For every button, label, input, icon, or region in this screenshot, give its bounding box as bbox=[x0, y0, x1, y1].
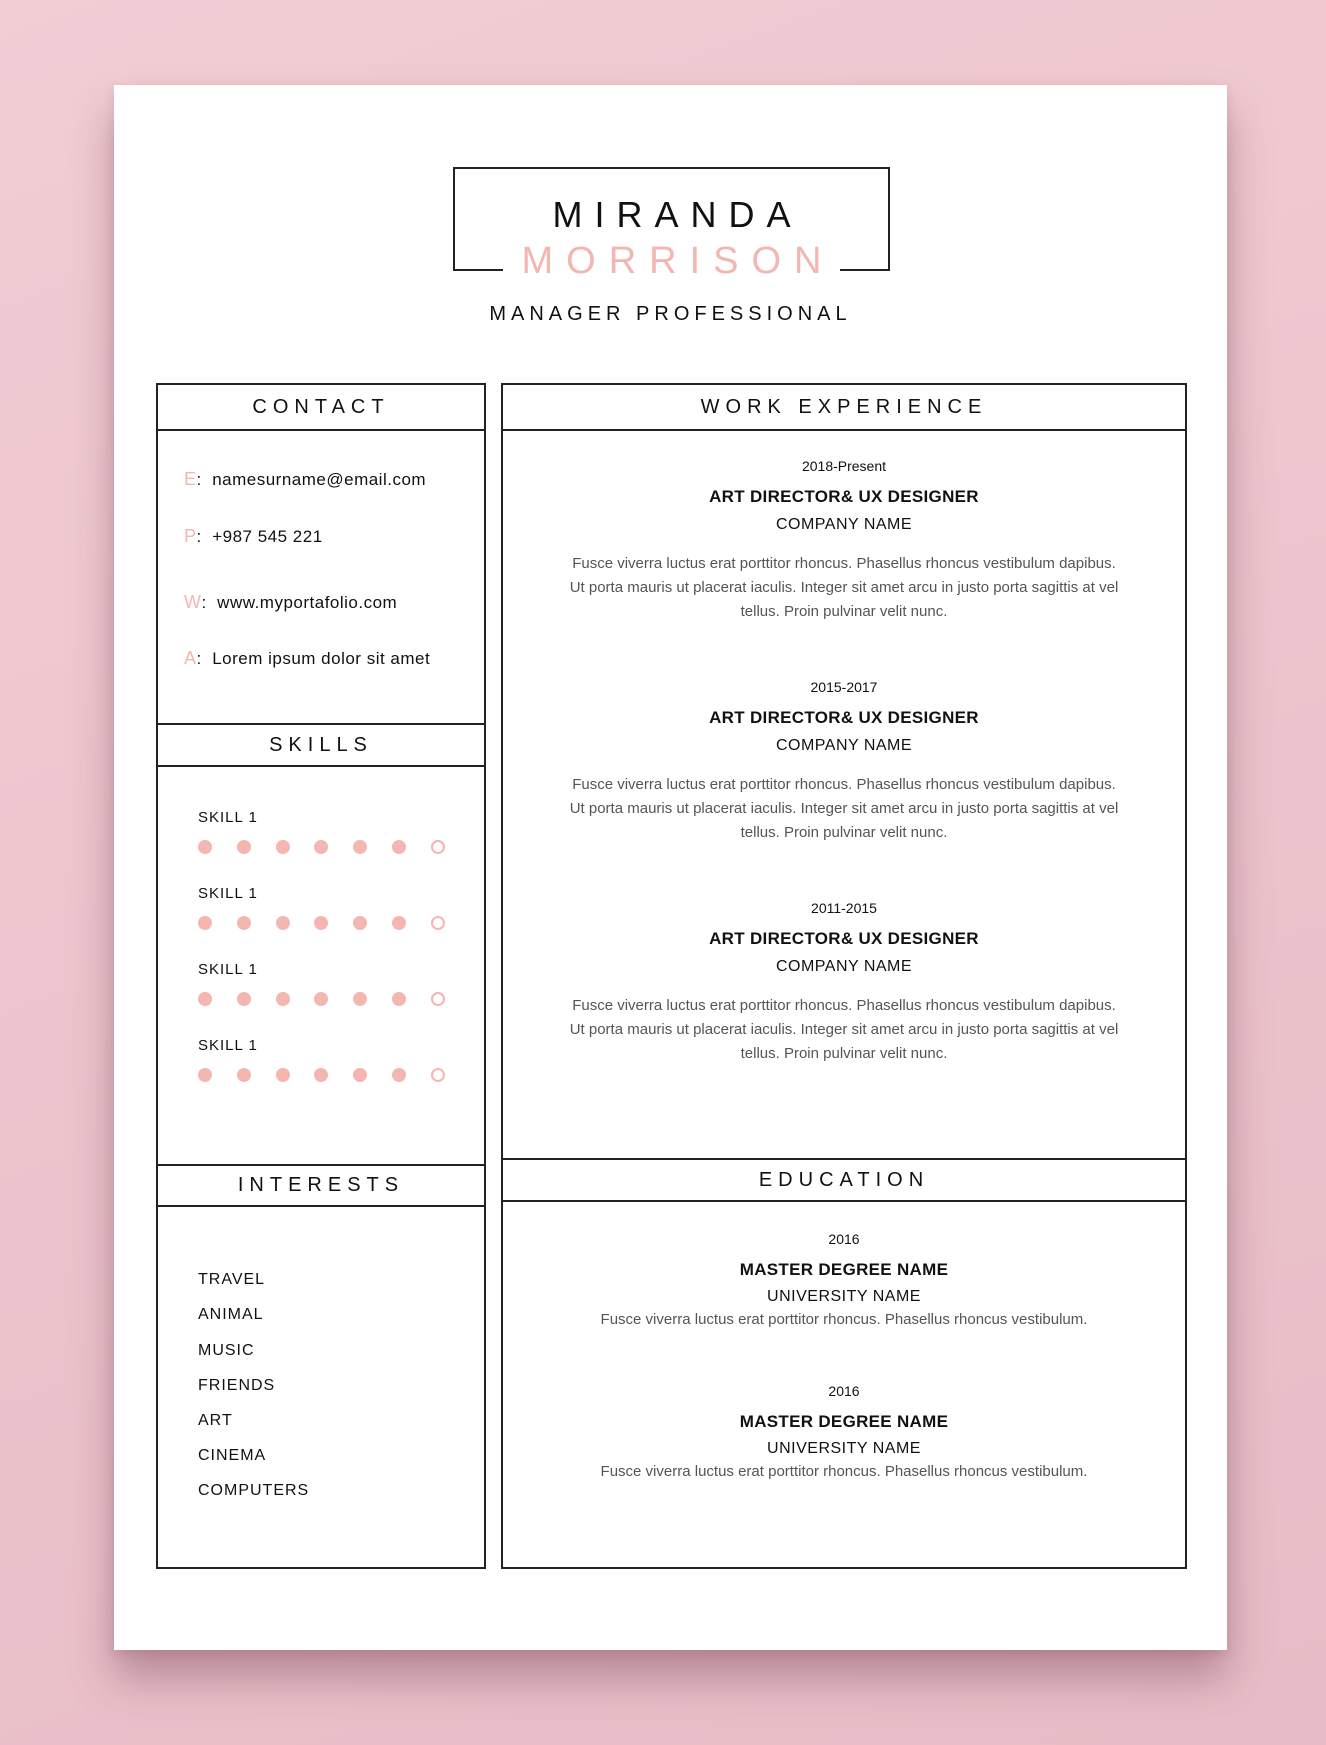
skill-row bbox=[198, 885, 258, 902]
education-entry bbox=[503, 1231, 1185, 1332]
skill-name: SKILL 1 bbox=[198, 961, 258, 978]
skill-name: SKILL 1 bbox=[198, 1037, 258, 1054]
skill-dot-filled bbox=[314, 1068, 328, 1082]
contact-phone: P: +987 545 221 bbox=[184, 526, 323, 546]
skill-name: SKILL 1 bbox=[198, 809, 258, 826]
skill-dot-empty bbox=[431, 916, 445, 930]
skill-dot-filled bbox=[237, 1068, 251, 1082]
skill-dot-filled bbox=[314, 992, 328, 1006]
skill-dot-empty bbox=[431, 992, 445, 1006]
work-date: 2018-Present bbox=[801, 458, 887, 474]
education-school: UNIVERSITY NAME bbox=[767, 1440, 921, 1457]
skill-dot-filled bbox=[237, 840, 251, 854]
phone-key: P bbox=[184, 526, 197, 546]
work-date: 2015-2017 bbox=[810, 679, 878, 695]
education-degree: MASTER DEGREE NAME bbox=[739, 1260, 949, 1279]
education-description: Fusce viverra luctus erat porttitor rhoncus. Phasellus rhoncus vestibulum. bbox=[600, 1311, 1088, 1328]
skill-dot-filled bbox=[314, 916, 328, 930]
skill-rating bbox=[198, 916, 458, 932]
skill-dot-filled bbox=[198, 1068, 212, 1082]
skill-dot-filled bbox=[353, 1068, 367, 1082]
skill-dot-filled bbox=[276, 1068, 290, 1082]
contact-address: A: Lorem ipsum dolor sit amet bbox=[184, 648, 431, 668]
skill-dot-filled bbox=[392, 916, 406, 930]
skill-dot-filled bbox=[198, 840, 212, 854]
skill-dot-empty bbox=[431, 1068, 445, 1082]
email-key: E bbox=[184, 469, 197, 489]
skill-name: SKILL 1 bbox=[198, 885, 258, 902]
interest-item: MUSIC bbox=[198, 1342, 255, 1359]
skill-dot-filled bbox=[392, 1068, 406, 1082]
work-entry bbox=[503, 458, 1185, 624]
skill-dot-filled bbox=[353, 916, 367, 930]
skill-dot-filled bbox=[353, 840, 367, 854]
skill-rating bbox=[198, 1068, 458, 1084]
address-value: Lorem ipsum dolor sit amet bbox=[212, 649, 431, 668]
resume-page bbox=[114, 85, 1227, 1650]
website-value[interactable]: www.myportafolio.com bbox=[217, 593, 398, 612]
interests-section bbox=[156, 1164, 486, 1569]
skill-dot-filled bbox=[276, 992, 290, 1006]
skills-section bbox=[156, 723, 486, 1166]
work-role: ART DIRECTOR& UX DESIGNER bbox=[709, 708, 979, 727]
interest-item: TRAVEL bbox=[198, 1271, 266, 1288]
skill-row bbox=[198, 961, 258, 978]
skill-dot-filled bbox=[392, 992, 406, 1006]
education-date: 2016 bbox=[828, 1231, 860, 1247]
email-value[interactable]: namesurname@email.com bbox=[212, 470, 427, 489]
last-name: MORRISON bbox=[521, 240, 835, 282]
skill-dot-filled bbox=[237, 916, 251, 930]
work-date: 2011-2015 bbox=[811, 900, 877, 916]
skill-dot-filled bbox=[314, 840, 328, 854]
interest-item: FRIENDS bbox=[198, 1377, 276, 1394]
interest-item: CINEMA bbox=[198, 1447, 267, 1464]
education-entry bbox=[503, 1383, 1185, 1484]
interest-item: COMPUTERS bbox=[198, 1482, 310, 1499]
name-frame bbox=[453, 167, 890, 282]
work-description: Fusce viverra luctus erat porttitor rhoncus. Phasellus rhoncus vestibulum dapibus. Ut porta mauris ut placerat iaculis. Integer sit amet arcu in justo porta sagittis at vel tellus. Proin pulvinar velit nunc. bbox=[569, 555, 1119, 620]
skill-dot-filled bbox=[198, 916, 212, 930]
skill-rating bbox=[198, 840, 458, 856]
skill-dot-filled bbox=[276, 840, 290, 854]
contact-heading: CONTACT bbox=[158, 385, 484, 431]
interest-item: ANIMAL bbox=[198, 1306, 264, 1323]
work-role: ART DIRECTOR& UX DESIGNER bbox=[709, 487, 979, 506]
contact-section bbox=[156, 383, 486, 725]
education-school: UNIVERSITY NAME bbox=[767, 1288, 921, 1305]
work-company: COMPANY NAME bbox=[775, 958, 913, 975]
work-entry bbox=[503, 900, 1185, 1066]
skill-row bbox=[198, 809, 258, 826]
job-title: MANAGER PROFESSIONAL bbox=[489, 303, 852, 325]
education-description: Fusce viverra luctus erat porttitor rhoncus. Phasellus rhoncus vestibulum. bbox=[600, 1463, 1088, 1480]
education-section bbox=[501, 1158, 1187, 1569]
education-degree: MASTER DEGREE NAME bbox=[739, 1412, 949, 1431]
skills-heading: SKILLS bbox=[158, 725, 484, 767]
work-experience-section bbox=[501, 383, 1187, 1160]
work-entry bbox=[503, 679, 1185, 845]
work-company: COMPANY NAME bbox=[775, 737, 913, 754]
contact-website: W: www.myportafolio.com bbox=[184, 592, 398, 612]
address-key: A bbox=[184, 648, 197, 668]
education-heading: EDUCATION bbox=[503, 1160, 1185, 1202]
skill-rating bbox=[198, 992, 458, 1008]
skill-dot-filled bbox=[198, 992, 212, 1006]
work-experience-heading: WORK EXPERIENCE bbox=[503, 385, 1185, 431]
skill-dot-filled bbox=[237, 992, 251, 1006]
phone-value[interactable]: +987 545 221 bbox=[212, 527, 323, 546]
skill-dot-filled bbox=[276, 916, 290, 930]
work-description: Fusce viverra luctus erat porttitor rhoncus. Phasellus rhoncus vestibulum dapibus. Ut porta mauris ut placerat iaculis. Integer sit amet arcu in justo porta sagittis at vel tellus. Proin pulvinar velit nunc. bbox=[569, 997, 1119, 1062]
website-key: W bbox=[184, 592, 202, 612]
skill-dot-empty bbox=[431, 840, 445, 854]
work-company: COMPANY NAME bbox=[775, 516, 913, 533]
education-date: 2016 bbox=[828, 1383, 860, 1399]
work-role: ART DIRECTOR& UX DESIGNER bbox=[709, 929, 979, 948]
skill-dot-filled bbox=[392, 840, 406, 854]
skill-row bbox=[198, 1037, 258, 1054]
contact-email: E: namesurname@email.com bbox=[184, 469, 427, 489]
first-name: MIRANDA bbox=[552, 194, 803, 235]
interest-item: ART bbox=[198, 1412, 233, 1429]
interests-heading: INTERESTS bbox=[158, 1166, 484, 1207]
skill-dot-filled bbox=[353, 992, 367, 1006]
work-description: Fusce viverra luctus erat porttitor rhoncus. Phasellus rhoncus vestibulum dapibus. Ut porta mauris ut placerat iaculis. Integer sit amet arcu in justo porta sagittis at vel tellus. Proin pulvinar velit nunc. bbox=[569, 776, 1119, 841]
